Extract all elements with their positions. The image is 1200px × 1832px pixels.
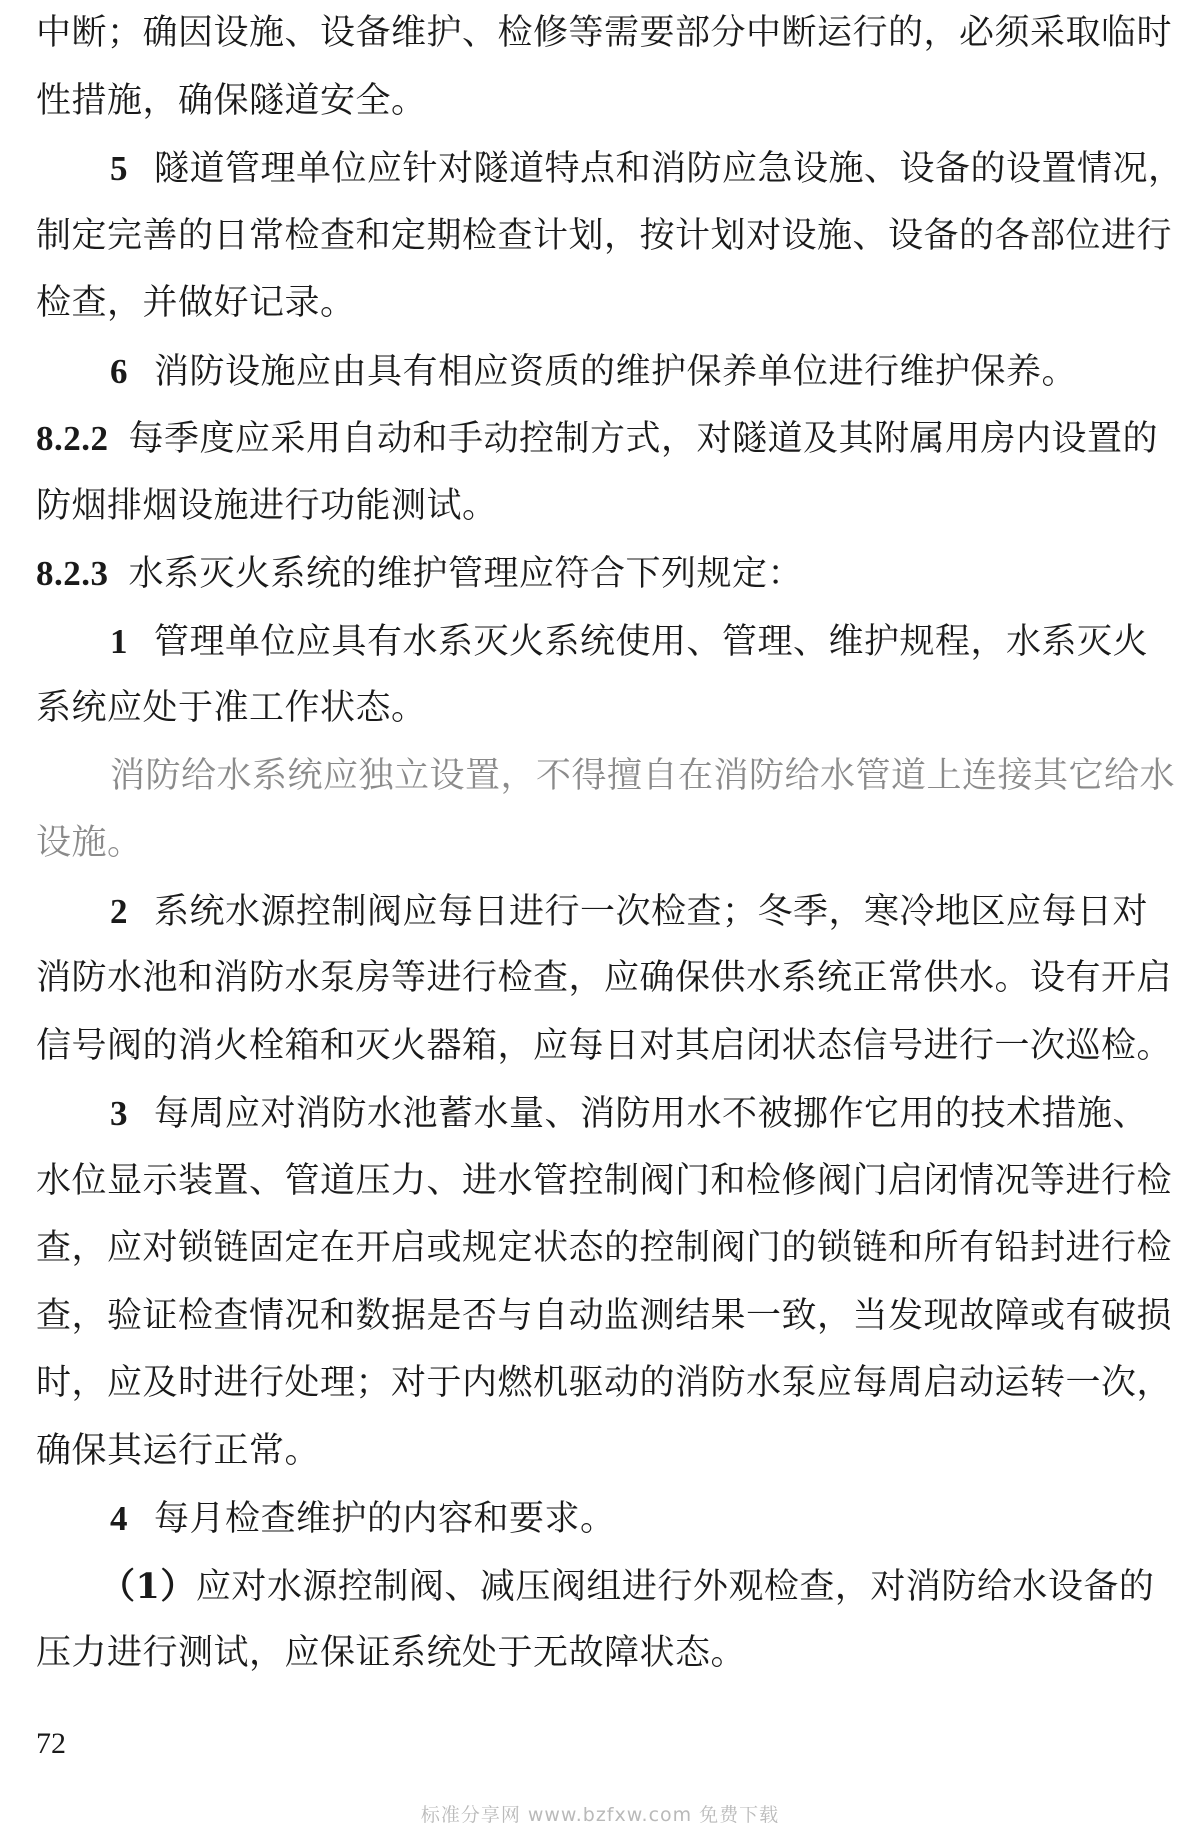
document-body [36, 0, 1184, 1688]
text-line: 水位显示装置、管道压力、进水管控制阀门和检修阀门启闭情况等进行检 [36, 1160, 1173, 1201]
clause-5: 5 隧道管理单位应针对隧道特点和消防应急设施、设备的设置情况， [36, 135, 1174, 203]
sub-clause-1: （1）应对水源控制阀、减压阀组进行外观检查，对消防给水设备的 [100, 1565, 1155, 1607]
section-8-2-3: 8.2.3 水系灭火系统的维护管理应符合下列规定： [36, 540, 1174, 608]
clause-number: 6 [110, 351, 128, 391]
page-number: 72 [36, 1727, 66, 1760]
section-8-2-2: 8.2.2 每季度应采用自动和手动控制方式，对隧道及其附属用房内设置的 [36, 405, 1174, 473]
text-line: 系统应处于准工作状态。 [36, 688, 427, 728]
text-line: 防烟排烟设施进行功能测试。 [36, 485, 498, 526]
clause-4: 4 每月检查维护的内容和要求。 [36, 1485, 1174, 1553]
text-line: 时，应及时进行处理；对于内燃机驱动的消防水泵应每周启动运转一次， [36, 1363, 1173, 1403]
watermark: 标准分享网 www.bzfxw.com 免费下载 [420, 1804, 780, 1826]
explanatory-note: 消防给水系统应独立设置，不得擅自在消防给水管道上连接其它给水 [110, 755, 1176, 796]
text-line: 查，验证检查情况和数据是否与自动监测结果一致，当发现故障或有破损 [36, 1295, 1173, 1336]
text-line: 制定完善的日常检查和定期检查计划，按计划对设施、设备的各部位进行 [36, 215, 1173, 256]
text-line: 中断；确因设施、设备维护、检修等需要部分中断运行的，必须采取临时 [36, 13, 1173, 53]
clause-1: 1 管理单位应具有水系灭火系统使用、管理、维护规程，水系灭火 [36, 608, 1174, 676]
clause-number: 1 [110, 621, 128, 661]
clause-number: 3 [110, 1094, 128, 1133]
text-line: 消防水池和消防水泵房等进行检查，应确保供水系统正常供水。设有开启 [36, 958, 1173, 998]
sub-clause-number: （1） [100, 1565, 196, 1607]
clause-number: 2 [110, 891, 128, 931]
section-number: 8.2.2 [36, 419, 109, 458]
text-line: 信号阀的消火栓箱和灭火器箱，应每日对其启闭状态信号进行一次巡检。 [36, 1025, 1173, 1066]
clause-number: 5 [110, 149, 128, 188]
explanatory-note: 设施。 [36, 823, 143, 863]
clause-6: 6 消防设施应由具有相应资质的维护保养单位进行维护保养。 [36, 338, 1174, 406]
clause-3: 3 每周应对消防水池蓄水量、消防用水不被挪作它用的技术措施、 [36, 1080, 1174, 1148]
clause-2: 2 系统水源控制阀应每日进行一次检查；冬季，寒冷地区应每日对 [36, 878, 1174, 946]
text-line: 检查，并做好记录。 [36, 283, 356, 323]
section-number: 8.2.3 [36, 554, 109, 593]
text-line: 确保其运行正常。 [36, 1430, 321, 1471]
text-line: 压力进行测试，应保证系统处于无故障状态。 [36, 1633, 747, 1673]
text-line: 性措施，确保隧道安全。 [36, 80, 427, 121]
clause-number: 4 [110, 1499, 128, 1538]
text-line: 查，应对锁链固定在开启或规定状态的控制阀门的锁链和所有铅封进行检 [36, 1228, 1173, 1268]
